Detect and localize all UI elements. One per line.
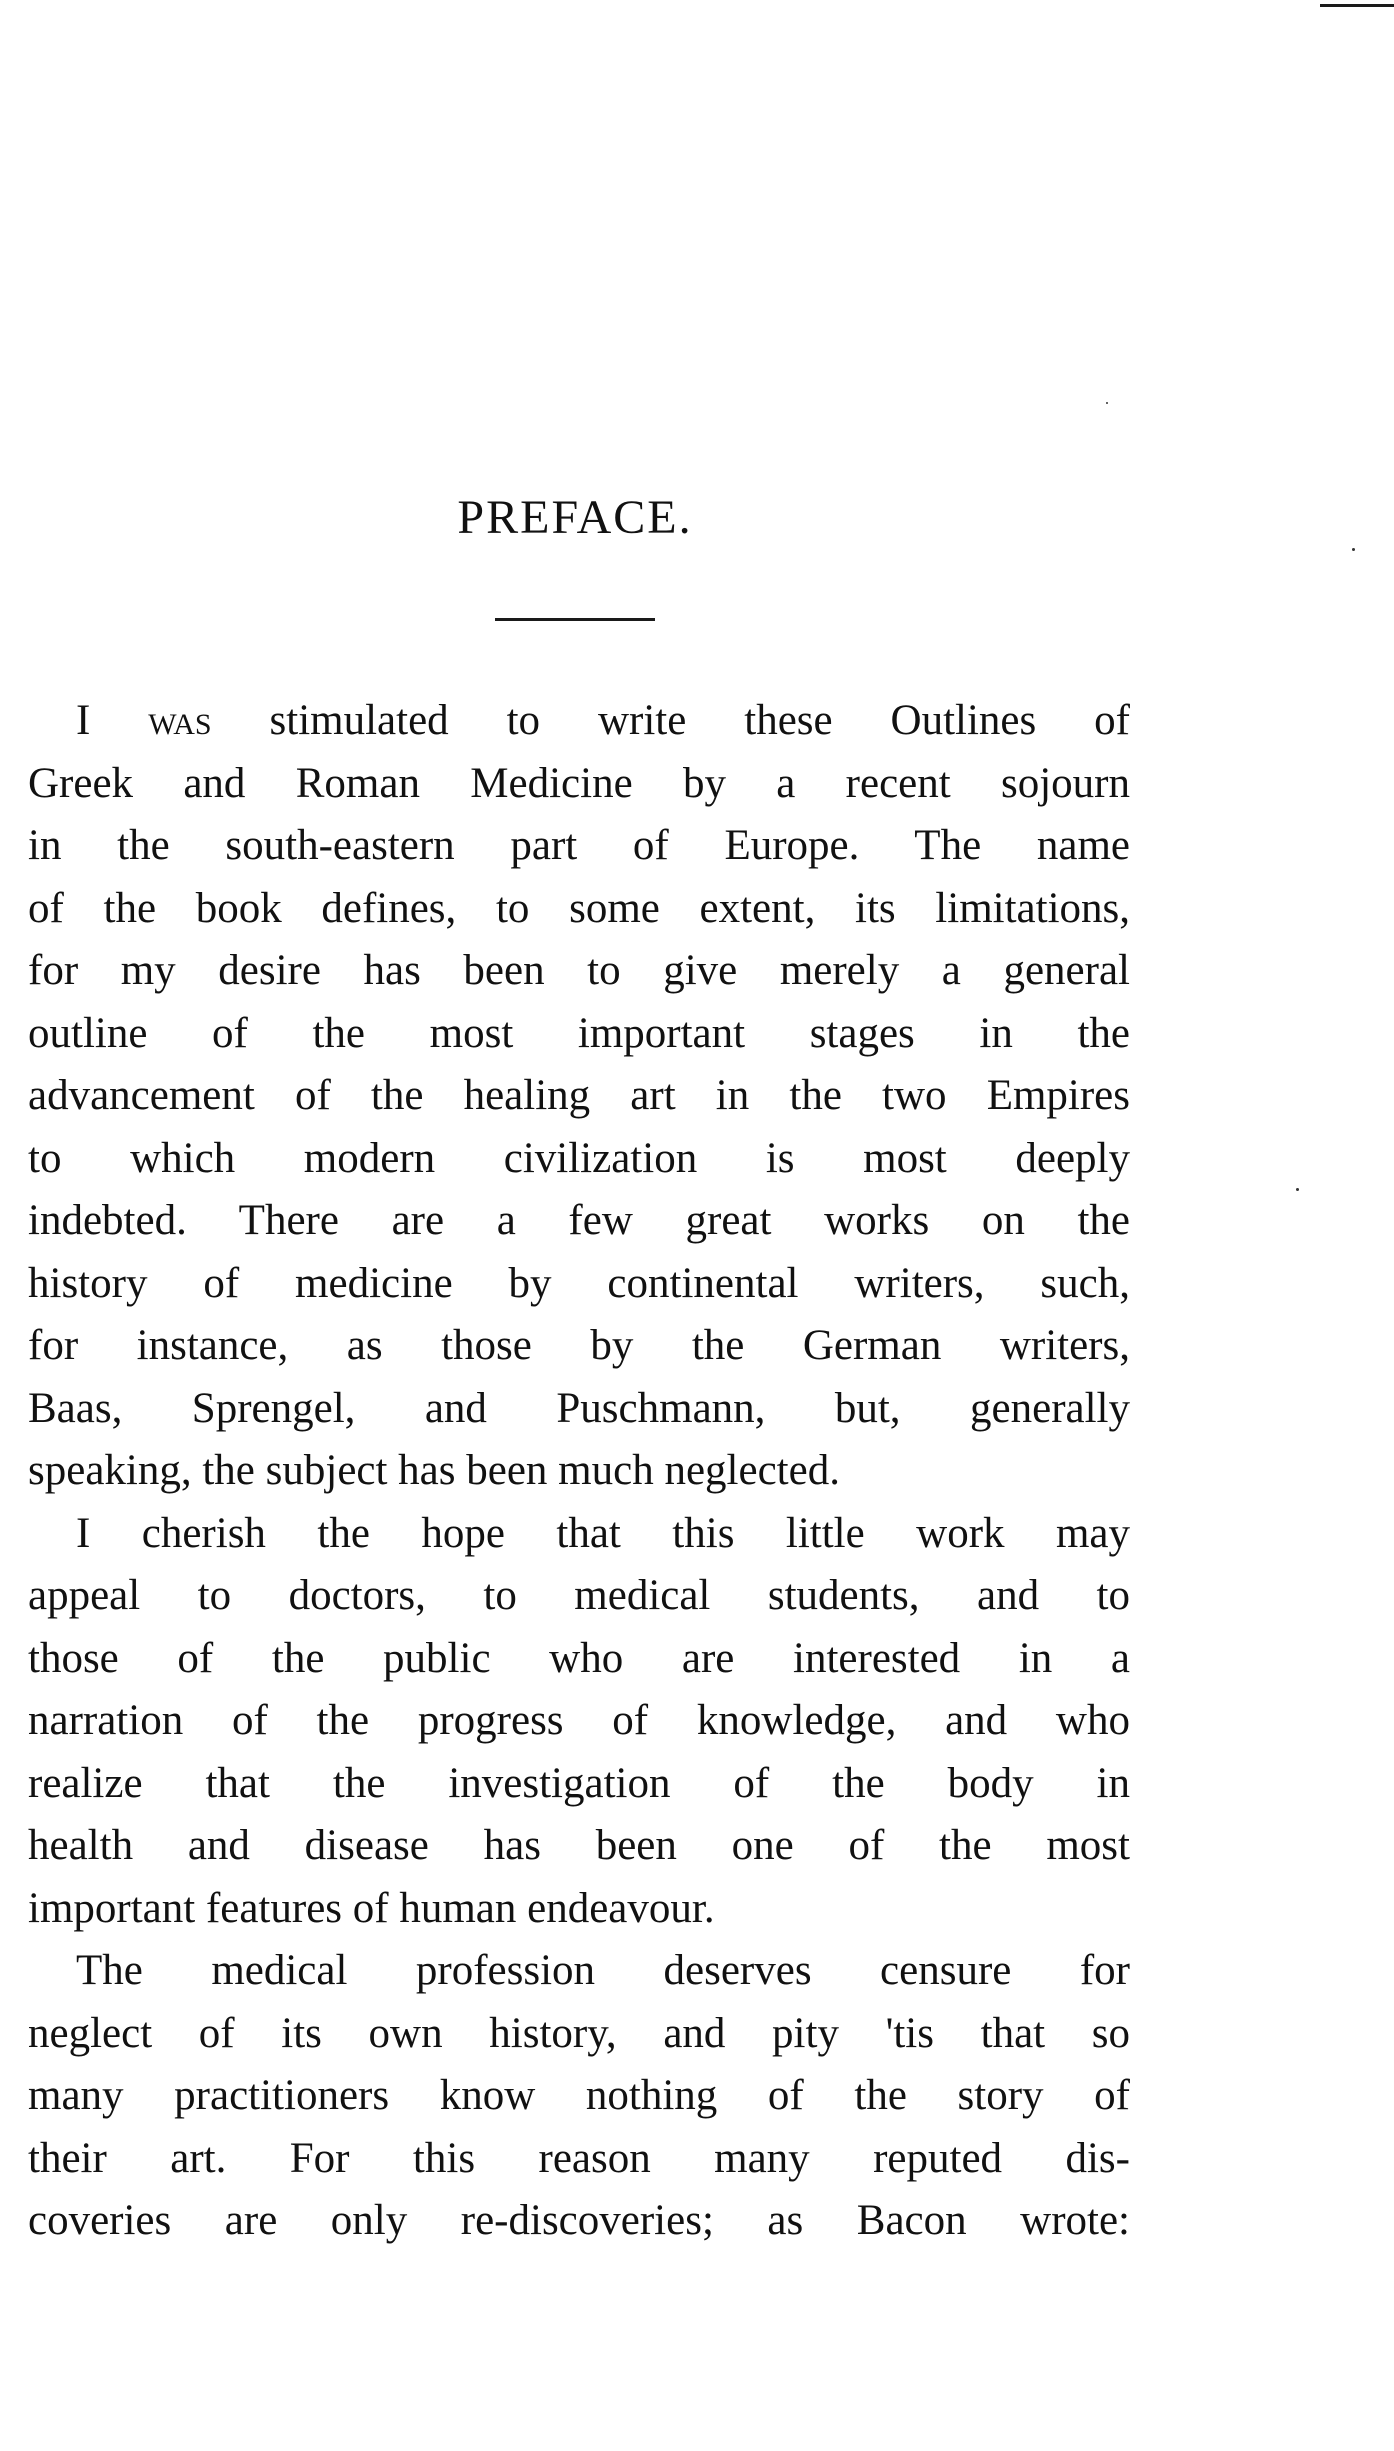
corner-scan-rule [1320,4,1394,7]
preface-body [28,690,1130,2253]
title-rule [495,618,655,621]
text-line: speaking, the subject has been much neglected. [28,1447,840,1494]
text-line: I cherish the hope that this little work may [76,1509,1130,1557]
text-line: in the south-eastern part of Europe. The name [28,822,1130,869]
text-line: appeal to doctors, to medical students, and to [28,1572,1130,1619]
scan-speck [1352,548,1355,551]
text-line: outline of the most important stages in the [28,1009,1130,1057]
paragraph [28,690,1130,1503]
text-line: of the book defines, to some extent, its limitations, [28,884,1130,932]
text-line: narration of the progress of knowledge, and who [28,1697,1130,1744]
paragraph [28,1940,1130,2253]
scan-speck [1106,402,1108,404]
text-line: to which modern civilization is most deeply [28,1134,1130,1182]
text-line: those of the public who are interested in a [28,1634,1130,1682]
text-line: Greek and Roman Medicine by a recent sojourn [28,759,1130,807]
paragraph [28,1503,1130,1941]
text-line: health and disease has been one of the most [28,1822,1130,1869]
drop-word: I [76,697,149,744]
text-line: important features of human endeavour. [28,1884,715,1932]
text-line: indebted. There are a few great works on the [28,1197,1130,1244]
smallcaps-word: was [148,697,212,744]
text-line: many practitioners know nothing of the story of [28,2072,1130,2119]
text-line: neglect of its own history, and pity 'tis that so [28,2009,1130,2057]
text-line: coveries are only re-discoveries; as Bacon wrote: [28,2197,1130,2244]
scan-speck [1296,1188,1299,1191]
text-line: history of medicine by continental writers, such, [28,1259,1130,1307]
text-line: their art. For this reason many reputed dis- [28,2134,1130,2182]
page-title: PREFACE. [457,491,693,544]
text-line: realize that the investigation of the body in [28,1759,1130,1807]
text-line: for instance, as those by the German writers, [28,1322,1130,1369]
text-line: for my desire has been to give merely a general [28,947,1130,994]
text-line: The medical profession deserves censure for [76,1947,1130,1994]
text-line: advancement of the healing art in the two Empires [28,1072,1130,1119]
line-rest: stimulated to write these Outlines of [211,697,1130,744]
text-line [28,690,1130,753]
text-line: Baas, Sprengel, and Puschmann, but, generally [28,1384,1130,1432]
